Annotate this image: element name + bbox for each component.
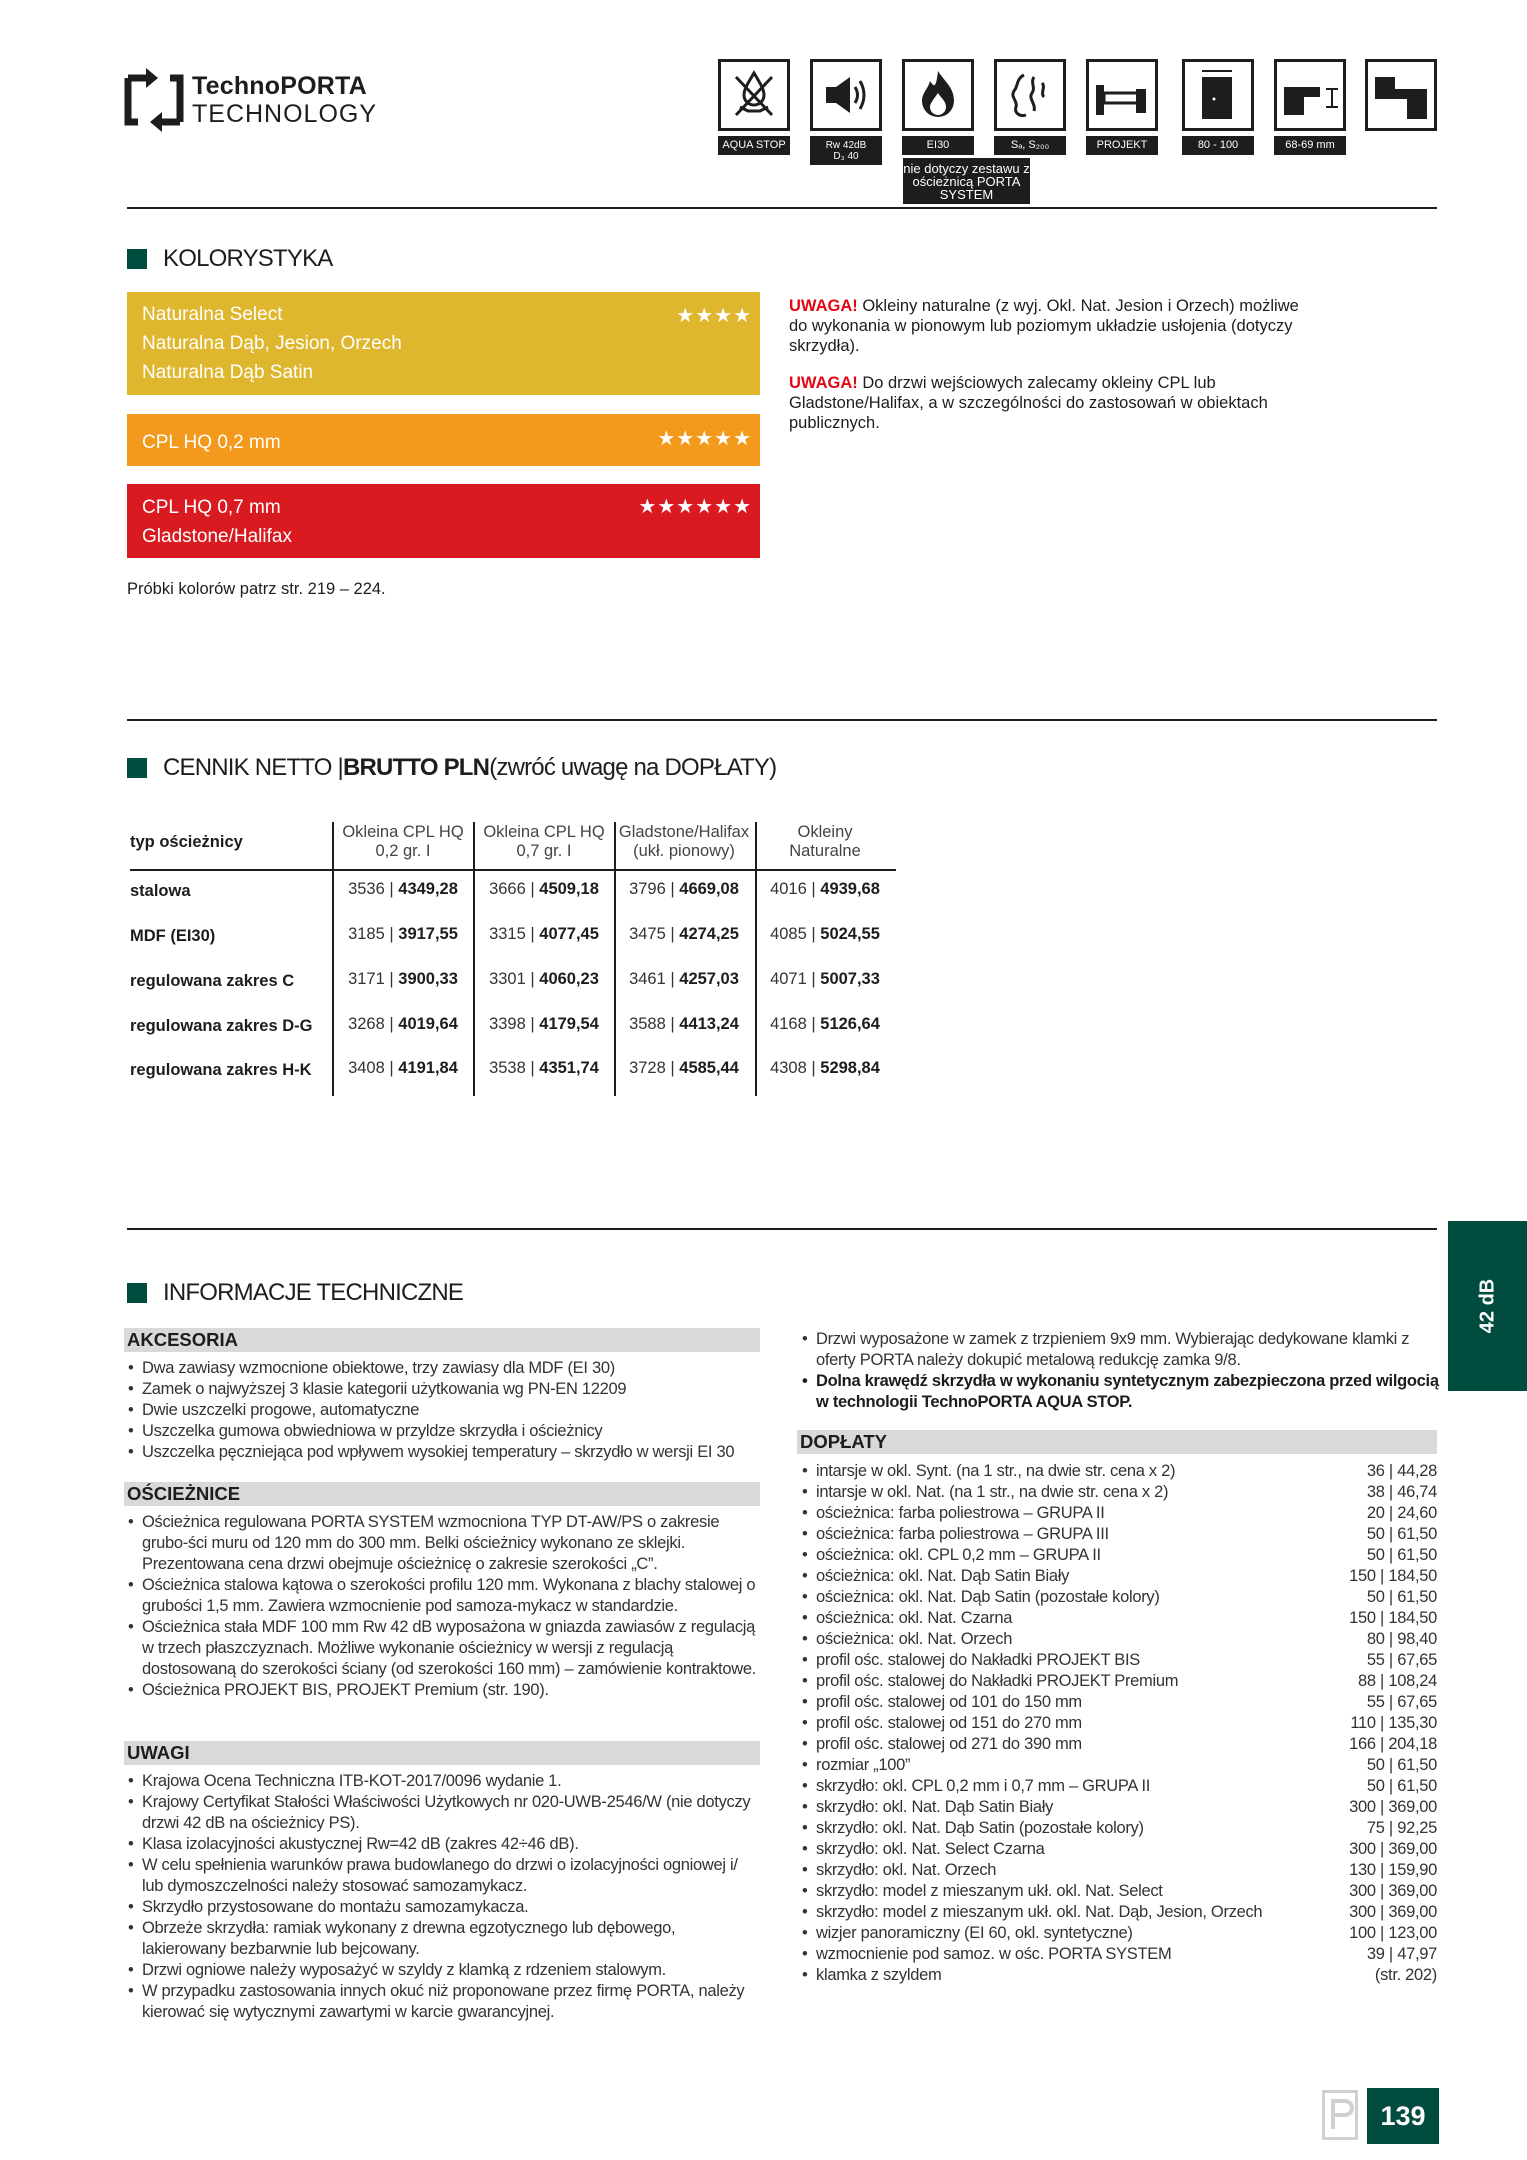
doplata-row	[801, 1608, 1437, 1629]
uwaga-text: Okleiny naturalne (z wyj. Okl. Nat. Jesion i Orzech) możliwe do wykonania w pionowym lub poziomym układzie usłojenia (dotyczy skrzydła).	[789, 297, 1299, 355]
price-brutto: 4191,84	[398, 1059, 458, 1077]
akcesoria-subheading: AKCESORIA	[124, 1328, 760, 1352]
price-brutto: 5126,64	[820, 1015, 880, 1033]
doplata-row	[801, 1566, 1437, 1587]
price-netto: 3728	[629, 1059, 666, 1077]
price-separator: |	[665, 1059, 680, 1077]
price-separator: |	[525, 970, 540, 988]
aqua-stop-label: AQUA STOP	[718, 136, 790, 155]
price-separator: |	[525, 880, 540, 898]
kolorystyka-heading	[127, 245, 333, 273]
list-item: • Dwa zawiasy wzmocnione obiektowe, trzy zawiasy dla MDF (EI 30)	[127, 1358, 767, 1379]
list-item: • Zamek o najwyższej 3 klasie kategorii użytkowania wg PN-EN 12209	[127, 1379, 767, 1400]
list-item: • Ościeżnica stalowa kątowa o szerokości profilu 120 mm. Wykonana z blachy stalowej o grubości 1,5 mm. Zawiera wzmocnienie pod samoza-mykacz w standardzie.	[127, 1575, 762, 1617]
list-item: • W przypadku zastosowania innych okuć niż proponowane przez firmę PORTA, należy kierować się wytycznymi zawartymi w karcie gwarancyjnej.	[127, 1981, 762, 2023]
price-brutto: 4669,08	[679, 880, 739, 898]
price-netto: 3475	[629, 925, 666, 943]
price-brutto: 4585,44	[679, 1059, 739, 1077]
doplata-price: 50 | 61,50	[1366, 1525, 1437, 1543]
doplata-label: • skrzydło: okl. Nat. Dąb Satin Biały	[801, 1797, 1053, 1818]
price-brutto: 4257,03	[679, 970, 739, 988]
doplata-price: 20 | 24,60	[1366, 1504, 1437, 1522]
price-row-label: regulowana zakres C	[130, 972, 295, 990]
price-cell	[614, 1059, 754, 1078]
color-bar-cpl-02	[127, 414, 760, 466]
list-item: • Ościeżnica PROJEKT BIS, PROJEKT Premium (str. 190).	[127, 1680, 762, 1701]
doplata-label: • klamka z szyldem	[801, 1965, 941, 1986]
price-separator: |	[665, 925, 680, 943]
technoporta-logo-icon	[124, 66, 184, 134]
price-netto: 3461	[629, 970, 666, 988]
list-item: • Dwie uszczelki progowe, automatyczne	[127, 1400, 767, 1421]
smoke-icon	[994, 59, 1066, 131]
doplata-row	[801, 1965, 1437, 1986]
col-line2: 0,7 gr. I	[516, 842, 572, 860]
doplata-row	[801, 1734, 1437, 1755]
doplata-price: 150 | 184,50	[1349, 1609, 1437, 1627]
sound-icon	[810, 59, 882, 131]
doplata-label: • ościeżnica: okl. Nat. Dąb Satin (pozostałe kolory)	[801, 1587, 1160, 1608]
doplata-label: • profil ośc. stalowej do Nakładki PROJEKT BIS	[801, 1650, 1140, 1671]
price-table-column-rule	[614, 822, 616, 1096]
list-item: • Klasa izolacyjności akustycznej Rw=42 dB (zakres 42÷46 dB).	[127, 1834, 762, 1855]
doplata-price: 55 | 67,65	[1366, 1693, 1437, 1711]
price-cell	[474, 970, 614, 989]
price-brutto: 3917,55	[398, 925, 458, 943]
heading-square-icon	[127, 1283, 147, 1303]
price-separator: |	[665, 880, 680, 898]
price-cell	[614, 970, 754, 989]
list-item: • Drzwi ogniowe należy wyposażyć w szyldy z klamką z rdzeniem stalowym.	[127, 1960, 762, 1981]
price-col-header	[614, 823, 754, 861]
price-separator: |	[525, 1059, 540, 1077]
doplata-price: 130 | 159,90	[1349, 1861, 1437, 1879]
heading-square-icon	[127, 249, 147, 269]
doplata-label: • skrzydło: model z mieszanym ukł. okl. Nat. Dąb, Jesion, Orzech	[801, 1902, 1262, 1923]
price-separator: |	[806, 880, 821, 898]
color-bar-natural	[127, 292, 760, 395]
color-bar-cpl-07	[127, 484, 760, 558]
frame-depth-icon	[1274, 59, 1346, 131]
doplata-row	[801, 1587, 1437, 1608]
doplata-label: • profil ośc. stalowej od 151 do 270 mm	[801, 1713, 1082, 1734]
col-line1: Okleina CPL HQ	[483, 823, 605, 841]
price-separator: |	[806, 925, 821, 943]
price-col-header	[333, 823, 473, 861]
uwaga-note-1	[789, 296, 1309, 356]
side-tab-label: 42 dB	[1476, 1278, 1498, 1334]
doplata-label: • skrzydło: okl. Nat. Orzech	[801, 1860, 996, 1881]
header-divider	[127, 207, 1437, 209]
doplata-price: 50 | 61,50	[1366, 1588, 1437, 1606]
doplata-price: 75 | 92,25	[1366, 1819, 1437, 1837]
doplata-row	[801, 1461, 1437, 1482]
doplata-price: 38 | 46,74	[1366, 1483, 1437, 1501]
list-item: • Ościeżnica stała MDF 100 mm Rw 42 dB wyposażona w gniazda zawiasów z regulacją w trzech płaszczyznach. Możliwe wykonanie ościeżnicy w wersji z regulacją dostosowaną do szerokości ściany (od szerokości 160 mm) – zamówienie kontraktowe.	[127, 1617, 762, 1680]
price-separator: |	[665, 1015, 680, 1033]
price-netto: 3408	[348, 1059, 385, 1077]
price-cell	[474, 1059, 614, 1078]
list-item: • Skrzydło przystosowane do montażu samozamykacza.	[127, 1897, 762, 1918]
oscieznice-list	[127, 1512, 762, 1701]
porta-system-note: nie dotyczy zestawu z ościeżnicą PORTA SYSTEM	[903, 158, 1030, 204]
price-cell	[474, 1015, 614, 1034]
side-tab	[1448, 1221, 1527, 1391]
doplata-row	[801, 1797, 1437, 1818]
porta-p-icon	[1322, 2090, 1358, 2140]
price-separator: |	[384, 1015, 399, 1033]
price-netto: 3315	[489, 925, 526, 943]
price-brutto: 4077,45	[539, 925, 599, 943]
price-brutto: 3900,33	[398, 970, 458, 988]
doplata-price: 50 | 61,50	[1366, 1756, 1437, 1774]
doplata-label: • skrzydło: okl. Nat. Dąb Satin (pozostałe kolory)	[801, 1818, 1144, 1839]
doplata-price: 100 | 123,00	[1349, 1924, 1437, 1942]
akcesoria-list	[127, 1358, 767, 1463]
price-col-header	[755, 823, 895, 861]
color-bar-line: Gladstone/Halifax	[142, 526, 292, 547]
price-row-label: stalowa	[130, 882, 191, 900]
doplaty-subheading: DOPŁATY	[797, 1430, 1437, 1454]
list-item: • Uszczelka gumowa obwiedniowa w przyldze skrzydła i ościeżnicy	[127, 1421, 767, 1442]
price-netto: 4168	[770, 1015, 807, 1033]
price-brutto: 4274,25	[679, 925, 739, 943]
price-brutto: 4060,23	[539, 970, 599, 988]
doplata-row	[801, 1545, 1437, 1566]
price-table-header-rule	[130, 869, 896, 871]
aqua-stop-icon	[718, 59, 790, 131]
price-cell	[333, 970, 473, 989]
price-table-column-rule	[473, 822, 475, 1096]
price-netto: 3536	[348, 880, 385, 898]
doplata-row	[801, 1944, 1437, 1965]
rating-stars: ★★★★★	[657, 428, 752, 450]
doplata-price: 300 | 369,00	[1349, 1798, 1437, 1816]
fire-label: EI30	[902, 136, 974, 155]
color-bar-line: CPL HQ 0,2 mm	[142, 432, 281, 453]
doplata-label: • profil ośc. stalowej do Nakładki PROJEKT Premium	[801, 1671, 1178, 1692]
doplata-row	[801, 1629, 1437, 1650]
cennik-heading	[127, 754, 776, 782]
projekt-label: PROJEKT	[1086, 136, 1158, 155]
col-line1: Okleiny	[797, 823, 853, 841]
doplata-price: 55 | 67,65	[1366, 1651, 1437, 1669]
kolorystyka-title: KOLORYSTYKA	[163, 245, 333, 272]
price-netto: 4308	[770, 1059, 807, 1077]
doplata-price: 166 | 204,18	[1349, 1735, 1437, 1753]
price-netto: 3398	[489, 1015, 526, 1033]
price-separator: |	[806, 1015, 821, 1033]
doplata-row	[801, 1482, 1437, 1503]
price-cell	[755, 1059, 895, 1078]
price-brutto: 4413,24	[679, 1015, 739, 1033]
price-netto: 4071	[770, 970, 807, 988]
price-separator: |	[384, 925, 399, 943]
brand-name: TechnoPORTA	[192, 72, 367, 100]
doplata-row	[801, 1650, 1437, 1671]
price-cell	[755, 1015, 895, 1034]
col-line1: Okleina CPL HQ	[342, 823, 464, 841]
doplata-row	[801, 1776, 1437, 1797]
price-cell	[333, 925, 473, 944]
price-cell	[614, 925, 754, 944]
doplata-price: 110 | 135,30	[1350, 1714, 1437, 1732]
price-brutto: 4179,54	[539, 1015, 599, 1033]
doplata-label: • wzmocnienie pod samoz. w ośc. PORTA SYSTEM	[801, 1944, 1171, 1965]
door-width-icon	[1182, 59, 1254, 131]
door-width-label: 80 - 100	[1182, 136, 1254, 155]
doplata-label: • intarsje w okl. Nat. (na 1 str., na dwie str. cena x 2)	[801, 1482, 1168, 1503]
price-table-column-rule	[332, 822, 334, 1096]
sound-label-line1: Rw 42dB	[825, 139, 867, 151]
doplata-label: • skrzydło: okl. CPL 0,2 mm i 0,7 mm – GRUPA II	[801, 1776, 1150, 1797]
price-netto: 3171	[348, 970, 385, 988]
price-cell	[474, 925, 614, 944]
doplata-label: • intarsje w okl. Synt. (na 1 str., na dwie str. cena x 2)	[801, 1461, 1175, 1482]
price-cell	[755, 970, 895, 989]
price-brutto: 4939,68	[820, 880, 880, 898]
list-item: • Krajowy Certyfikat Stałości Właściwości Użytkowych nr 020-UWB-2546/W (nie dotyczy drzwi 42 dB na ościeżnicy PS).	[127, 1792, 762, 1834]
price-brutto: 5298,84	[820, 1059, 880, 1077]
doplata-price: 80 | 98,40	[1366, 1630, 1437, 1648]
uwaga-lead: UWAGA!	[789, 374, 858, 392]
price-netto: 3268	[348, 1015, 385, 1033]
color-bar-line: Naturalna Dąb Satin	[142, 362, 314, 383]
price-cell	[333, 1015, 473, 1034]
price-cell	[755, 880, 895, 899]
price-separator: |	[806, 970, 821, 988]
color-bar-line: Naturalna Dąb, Jesion, Orzech	[142, 333, 402, 354]
doplata-label: • ościeżnica: farba poliestrowa – GRUPA II	[801, 1503, 1105, 1524]
doplata-label: • skrzydło: model z mieszanym ukł. okl. Nat. Select	[801, 1881, 1163, 1902]
price-table-row-header: typ ościeżnicy	[130, 833, 243, 851]
fire-icon	[902, 59, 974, 131]
price-cell	[614, 880, 754, 899]
price-brutto: 5024,55	[820, 925, 880, 943]
doplata-price: 50 | 61,50	[1366, 1777, 1437, 1795]
doplata-price: 150 | 184,50	[1349, 1567, 1437, 1585]
price-brutto: 4351,74	[539, 1059, 599, 1077]
doplata-price: 88 | 108,24	[1358, 1672, 1437, 1690]
doplata-label: • ościeżnica: okl. CPL 0,2 mm – GRUPA II	[801, 1545, 1101, 1566]
doplata-label: • rozmiar „100”	[801, 1755, 910, 1776]
frame-profile-icon	[1365, 59, 1437, 131]
doplata-label: • ościeżnica: okl. Nat. Orzech	[801, 1629, 1012, 1650]
section-divider	[127, 719, 1437, 721]
doplata-label: • ościeżnica: farba poliestrowa – GRUPA III	[801, 1524, 1109, 1545]
price-netto: 4085	[770, 925, 807, 943]
price-row-label: MDF (EI30)	[130, 927, 216, 945]
price-brutto: 4509,18	[539, 880, 599, 898]
price-table-column-rule	[755, 822, 757, 1096]
price-cell	[333, 880, 473, 899]
doplata-row	[801, 1524, 1437, 1545]
rating-stars: ★★★★★★	[638, 496, 752, 518]
doplata-row	[801, 1923, 1437, 1944]
uwagi-list	[127, 1771, 762, 2023]
info-heading	[127, 1279, 463, 1307]
doplata-price: 39 | 47,97	[1366, 1945, 1437, 1963]
price-row-label: regulowana zakres D-G	[130, 1017, 313, 1035]
col-line1: Gladstone/Halifax	[618, 823, 750, 841]
section-divider	[127, 1228, 1437, 1230]
oscieznice-subheading: OŚCIEŻNICE	[124, 1482, 760, 1506]
price-separator: |	[806, 1059, 821, 1077]
doplata-label: • profil ośc. stalowej od 101 do 150 mm	[801, 1692, 1082, 1713]
doplata-price: (str. 202)	[1374, 1966, 1437, 1984]
sound-label-line2: D₃ 40	[833, 150, 859, 162]
sound-label	[810, 136, 882, 165]
cennik-title-c: (zwróć uwagę na DOPŁATY)	[489, 754, 777, 781]
price-separator: |	[665, 970, 680, 988]
price-separator: |	[384, 880, 399, 898]
price-brutto: 5007,33	[820, 970, 880, 988]
price-netto: 3185	[348, 925, 385, 943]
doplata-label: • profil ośc. stalowej od 271 do 390 mm	[801, 1734, 1082, 1755]
doplata-label: • ościeżnica: okl. Nat. Dąb Satin Biały	[801, 1566, 1069, 1587]
doplata-row	[801, 1860, 1437, 1881]
uwaga-note-2	[789, 373, 1309, 433]
uwagi-subheading: UWAGI	[124, 1741, 760, 1765]
rating-stars: ★★★★	[676, 305, 752, 327]
price-brutto: 4019,64	[398, 1015, 458, 1033]
price-cell	[474, 880, 614, 899]
price-cell	[614, 1015, 754, 1034]
uwaga-text: Do drzwi wejściowych zalecamy okleiny CPL lub Gladstone/Halifax, a w szczególności do zastosowań w obiektach publicznych.	[789, 374, 1268, 432]
doplata-row	[801, 1839, 1437, 1860]
page-number: 139	[1367, 2088, 1439, 2144]
list-item: • Obrzeże skrzydła: ramiak wykonany z drewna egzotycznego lub dębowego, lakierowany bezbarwnie lub bejcowany.	[127, 1918, 762, 1960]
info-title: INFORMACJE TECHNICZNE	[163, 1279, 464, 1306]
doplata-row	[801, 1818, 1437, 1839]
price-separator: |	[384, 970, 399, 988]
price-netto: 3538	[489, 1059, 526, 1077]
price-separator: |	[384, 1059, 399, 1077]
brand-subname: TECHNOLOGY	[192, 100, 378, 128]
doplata-row	[801, 1671, 1437, 1692]
price-col-header	[474, 823, 614, 861]
price-netto: 3666	[489, 880, 526, 898]
doplata-label: • ościeżnica: okl. Nat. Czarna	[801, 1608, 1012, 1629]
col-line2: (ukł. pionowy)	[633, 842, 735, 860]
smoke-label: Sₐ, S₂₀₀	[994, 136, 1066, 155]
doplata-label: • wizjer panoramiczny (EI 60, okl. syntetyczne)	[801, 1923, 1133, 1944]
color-bar-line: CPL HQ 0,7 mm	[142, 497, 281, 518]
uwaga-lead: UWAGA!	[789, 297, 858, 315]
color-bar-line: Naturalna Select	[142, 304, 283, 325]
price-separator: |	[525, 925, 540, 943]
list-item: • Krajowa Ocena Techniczna ITB-KOT-2017/0096 wydanie 1.	[127, 1771, 762, 1792]
right-note: • Drzwi wyposażone w zamek z trzpieniem 9x9 mm. Wybierając dedykowane klamki z oferty PORTA należy dokupić metalową redukcję zamka 9/8.	[801, 1329, 1441, 1371]
col-line2: Naturalne	[789, 842, 861, 860]
doplata-price: 300 | 369,00	[1349, 1882, 1437, 1900]
list-item: • Ościeżnica regulowana PORTA SYSTEM wzmocniona TYP DT-AW/PS o zakresie grubo-ści muru od 120 mm do 300 mm. Belki ościeżnicy wykonano ze sklejki. Prezentowana cena drzwi obejmuje ościeżnicę o zakresie szerokości „C”.	[127, 1512, 762, 1575]
doplata-price: 300 | 369,00	[1349, 1903, 1437, 1921]
price-cell	[333, 1059, 473, 1078]
doplata-price: 50 | 61,50	[1366, 1546, 1437, 1564]
price-row-label: regulowana zakres H-K	[130, 1061, 312, 1079]
doplata-row	[801, 1692, 1437, 1713]
list-item: • Uszczelka pęczniejąca pod wpływem wysokiej temperatury – skrzydło w wersji EI 30	[127, 1442, 767, 1463]
doplata-row	[801, 1755, 1437, 1776]
doplata-row	[801, 1881, 1437, 1902]
right-note: • Dolna krawędź skrzydła w wykonaniu syntetycznym zabezpieczona przed wilgocią w technologii TechnoPORTA AQUA STOP.	[801, 1371, 1441, 1413]
price-cell	[755, 925, 895, 944]
cennik-title-a: CENNIK NETTO |	[163, 754, 343, 781]
doplata-price: 300 | 369,00	[1349, 1840, 1437, 1858]
doplata-row	[801, 1902, 1437, 1923]
price-netto: 3588	[629, 1015, 666, 1033]
cennik-title-b: BRUTTO PLN	[342, 754, 490, 781]
price-netto: 3301	[489, 970, 526, 988]
projekt-icon	[1086, 59, 1158, 131]
frame-depth-label: 68-69 mm	[1274, 136, 1346, 155]
list-item: • W celu spełnienia warunków prawa budowlanego do drzwi o izolacyjności ogniowej i/ lub dymoszczelności należy stosować samozamykacz.	[127, 1855, 762, 1897]
samples-note: Próbki kolorów patrz str. 219 – 224.	[127, 580, 386, 598]
price-netto: 4016	[770, 880, 807, 898]
price-separator: |	[525, 1015, 540, 1033]
doplata-price: 36 | 44,28	[1366, 1462, 1437, 1480]
doplata-row	[801, 1713, 1437, 1734]
right-notes-list	[801, 1329, 1441, 1413]
price-netto: 3796	[629, 880, 666, 898]
doplata-label: • skrzydło: okl. Nat. Select Czarna	[801, 1839, 1045, 1860]
heading-square-icon	[127, 758, 147, 778]
price-brutto: 4349,28	[398, 880, 458, 898]
col-line2: 0,2 gr. I	[375, 842, 431, 860]
doplata-row	[801, 1503, 1437, 1524]
